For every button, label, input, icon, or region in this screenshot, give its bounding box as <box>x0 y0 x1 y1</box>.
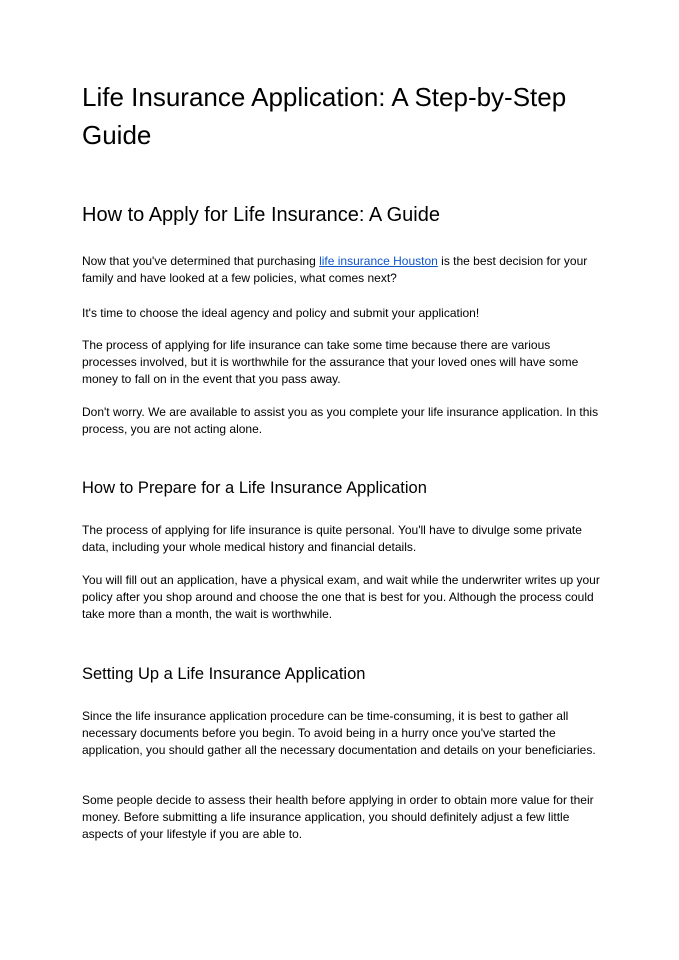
paragraph-fill-application: You will fill out an application, have a physical exam, and wait while the underwriter writes up your policy after you shop around and choose the one that is best for you. Although the process could take more than a month, the wait is worthwhile. <box>82 573 600 621</box>
paragraph-choose-agency: It's time to choose the ideal agency and policy and submit your application! <box>82 306 480 320</box>
paragraph-intro <box>82 253 602 287</box>
life-insurance-houston-link[interactable]: life insurance Houston <box>319 254 438 268</box>
paragraph-personal-process: The process of applying for life insurance is quite personal. You'll have to divulge some private data, including your whole medical history and financial details. <box>82 523 582 554</box>
paragraph-intro-text-start: Now that you've determined that purchasing <box>82 254 320 268</box>
paragraph-dont-worry: Don't worry. We are available to assist you as you complete your life insurance application. In this process, you are not acting alone. <box>82 405 599 436</box>
paragraph-process-time: The process of applying for life insurance can take some time because there are various processes involved, but it is worthwhile for the assurance that your loved ones will have some money to fall on in the event that you pass away. <box>82 338 579 386</box>
paragraph-gather-documents: Since the life insurance application procedure can be time-consuming, it is best to gather all necessary documents before you begin. To avoid being in a hurry once you've started the application, you should gather all the necessary documentation and details on your beneficiaries. <box>82 709 596 757</box>
section-heading-apply: How to Apply for Life Insurance: A Guide <box>82 204 440 226</box>
paragraph-intro-text-end: is the best decision for your family and have looked at a few policies, what comes next? <box>82 254 588 285</box>
section-heading-setting-up: Setting Up a Life Insurance Application <box>82 665 366 683</box>
paragraph-assess-health: Some people decide to assess their health before applying in order to obtain more value for their money. Before submitting a life insurance application, you should definitely adjust a few little aspects of your lifestyle if you are able to. <box>82 793 594 841</box>
document-title: Life Insurance Application: A Step-by-Step Guide <box>82 82 567 150</box>
section-heading-prepare: How to Prepare for a Life Insurance Application <box>82 479 427 497</box>
